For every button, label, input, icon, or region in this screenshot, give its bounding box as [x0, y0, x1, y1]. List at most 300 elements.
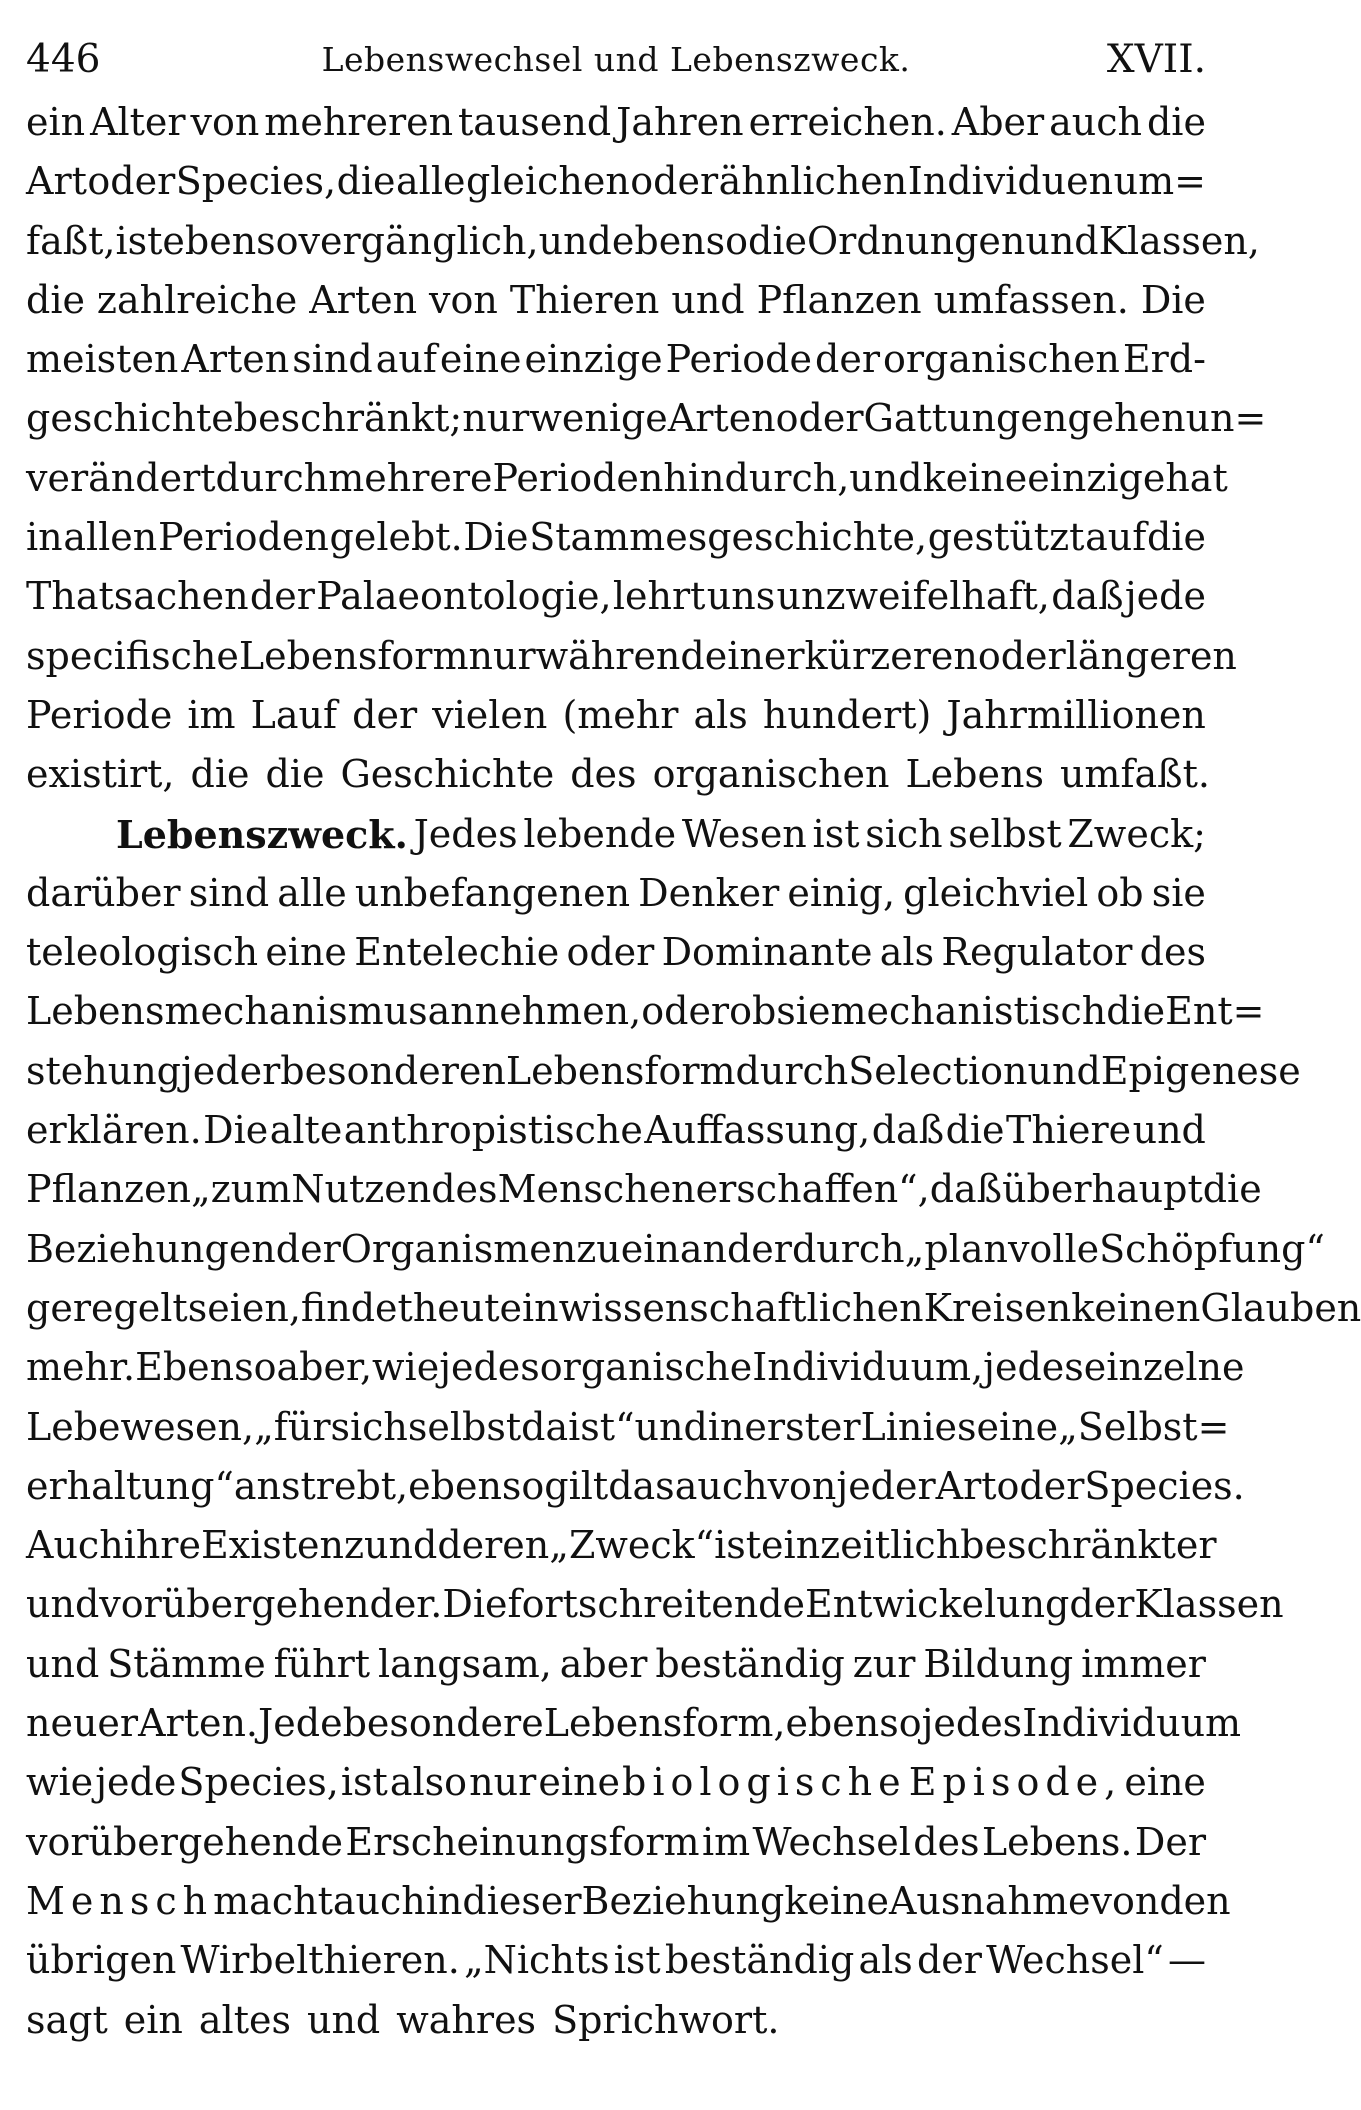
word: gleichen — [465, 159, 630, 204]
word: Arten. — [138, 1701, 259, 1746]
word: Der — [1134, 1819, 1206, 1864]
word: in — [707, 1404, 745, 1449]
word: einzige — [1027, 455, 1166, 500]
word: die — [190, 752, 250, 797]
word: Schöpfung“ — [1099, 1226, 1325, 1271]
word: lehrt — [612, 574, 706, 619]
word: gilt — [544, 1463, 609, 1508]
word: sie — [776, 989, 831, 1034]
word: Species, — [175, 159, 337, 204]
word: den — [1159, 1878, 1231, 1923]
word: hundert) — [762, 692, 932, 737]
word: mechanistisch — [830, 989, 1107, 1034]
word: selbst — [948, 811, 1062, 856]
word: annehmen, — [427, 989, 642, 1034]
word: der — [916, 1938, 982, 1983]
text-line — [26, 864, 1206, 923]
word: Erd- — [1122, 337, 1206, 382]
word: auf — [375, 337, 437, 382]
word: während — [535, 633, 705, 678]
word: und — [634, 1404, 708, 1449]
word: Jahren — [616, 100, 744, 144]
word: in — [26, 515, 63, 560]
word: ihre — [123, 1523, 201, 1568]
word: Existenz — [200, 1523, 365, 1568]
word: Beziehungen — [26, 1226, 276, 1271]
word: zeitlich — [820, 1523, 961, 1568]
page-header — [26, 30, 1206, 90]
word: Lebens — [905, 752, 1044, 797]
word: anthropistische — [343, 1108, 643, 1153]
word: Menschen — [497, 1167, 696, 1212]
word: mehr. — [26, 1345, 136, 1390]
word: Geschichte — [340, 752, 555, 797]
word: neuer — [26, 1701, 139, 1746]
word: die — [26, 277, 85, 322]
text-line — [26, 1813, 1206, 1872]
text-line — [26, 805, 1206, 864]
word: führt — [273, 1641, 371, 1686]
word: die — [1202, 1167, 1262, 1212]
word: keine — [922, 455, 1028, 500]
word: die — [1146, 515, 1206, 560]
word: seien, — [187, 1285, 301, 1330]
word: ist — [340, 1760, 388, 1805]
word: erhaltung“ — [26, 1463, 234, 1508]
text-line — [26, 389, 1267, 448]
word: der — [275, 1226, 341, 1271]
word: gelebt. — [329, 515, 463, 560]
word: oder — [630, 159, 719, 204]
text-line — [26, 1635, 1206, 1694]
word: um= — [1113, 159, 1206, 204]
word: Lebensmechanismus — [26, 989, 428, 1034]
word: ebenso — [162, 218, 299, 263]
word: erklären. — [26, 1108, 202, 1153]
word: jedes — [439, 1345, 540, 1390]
word: zahlreiche — [96, 277, 298, 322]
word: umfaßt. — [1059, 752, 1210, 797]
word: Species. — [1084, 1463, 1245, 1508]
word: alle — [277, 870, 347, 915]
word: „zum — [191, 1167, 292, 1212]
word: einig, — [787, 870, 896, 915]
word: ist — [613, 1938, 661, 1983]
word: Lebens. — [981, 1819, 1133, 1864]
word: Glauben — [1200, 1285, 1361, 1330]
word: Perioden — [492, 455, 664, 500]
word: Epigenese — [1100, 1048, 1301, 1093]
word: im — [187, 692, 236, 737]
word: und — [671, 277, 745, 322]
page-number: 446 — [26, 37, 101, 82]
word: Jede — [258, 1701, 343, 1746]
word: nur — [462, 396, 530, 441]
word: selbst — [407, 1404, 522, 1449]
word: Periode — [665, 337, 812, 382]
word: darüber — [26, 870, 181, 915]
word: meisten — [26, 337, 179, 382]
word: geregelt — [26, 1285, 188, 1330]
word: seine — [957, 1404, 1059, 1449]
text-line — [26, 1279, 1361, 1338]
word: erschaffen“, — [695, 1167, 930, 1212]
text-line — [26, 567, 1206, 626]
word: organischen — [882, 337, 1120, 382]
word: uns — [706, 574, 776, 619]
word: tausend — [458, 100, 612, 144]
word: jede — [1124, 574, 1206, 619]
word: jeder — [836, 1463, 936, 1508]
word: wahres — [396, 1997, 537, 2042]
word: Mensch — [26, 1878, 214, 1923]
word: Jahrmillionen — [946, 692, 1206, 737]
word: faßt, — [26, 218, 116, 263]
text-line — [26, 627, 1237, 686]
word: Pflanzen — [26, 1167, 192, 1212]
word: die — [1106, 989, 1166, 1034]
word: Ausnahme — [888, 1878, 1091, 1923]
word: allen — [63, 515, 158, 560]
word: Thieren — [509, 277, 660, 322]
word: auch — [674, 1463, 768, 1508]
word: biologische — [622, 1760, 907, 1805]
word: Arten — [667, 396, 776, 441]
text-line — [26, 745, 1210, 804]
word: durch — [791, 1226, 905, 1271]
word: da — [521, 1404, 569, 1449]
word: Thiere — [1006, 1108, 1132, 1153]
word: organische — [539, 1345, 753, 1390]
word: jedes — [983, 1345, 1084, 1390]
word: verändert — [26, 455, 216, 500]
word: stehung — [26, 1048, 182, 1093]
text-line — [26, 1694, 1242, 1753]
word: daß — [1051, 574, 1124, 619]
word: einander — [620, 1226, 792, 1271]
word: Alter — [90, 100, 186, 144]
word: von — [429, 277, 498, 322]
word: einzelne — [1083, 1345, 1245, 1390]
word: Individuen — [907, 159, 1114, 204]
word: Wesen — [681, 811, 807, 856]
word: Wirbelthieren. — [180, 1938, 460, 1983]
word: ist“ — [568, 1404, 635, 1449]
word: Wechsel — [752, 1819, 911, 1864]
word: heute — [412, 1285, 523, 1330]
word: Palaeontologie, — [316, 574, 612, 619]
word: Erscheinungsform — [345, 1819, 700, 1864]
word: keine — [784, 1878, 889, 1923]
word: macht — [213, 1878, 333, 1923]
word: hindurch, — [663, 455, 850, 500]
word: durch — [735, 1048, 849, 1093]
word: Episode, — [908, 1760, 1123, 1805]
word: überhaupt — [1002, 1167, 1203, 1212]
word: ist — [714, 1523, 762, 1568]
word: oder — [996, 1463, 1085, 1508]
word: Regulator — [941, 930, 1133, 975]
word: Klassen, — [1098, 218, 1260, 263]
word: „Selbst= — [1058, 1404, 1230, 1449]
word: besondere — [342, 1701, 544, 1746]
word: Periode — [26, 692, 173, 737]
text-line — [26, 1160, 1262, 1219]
word: Dominante — [661, 930, 873, 975]
word: vergänglich, — [298, 218, 539, 263]
text-line — [26, 152, 1206, 211]
word: Arten — [181, 337, 290, 382]
word: besonderen — [280, 1048, 506, 1093]
word: Arten — [309, 277, 418, 322]
word: und — [1025, 218, 1099, 263]
word: die — [336, 159, 396, 204]
word: oder — [775, 396, 864, 441]
word: findet — [300, 1285, 413, 1330]
word: der — [249, 574, 315, 619]
text-line — [26, 982, 1265, 1041]
word: zur — [852, 1641, 916, 1686]
word: Art — [935, 1463, 997, 1508]
body-text — [26, 93, 1361, 2050]
word: und — [1027, 1048, 1101, 1093]
word: sie — [1151, 870, 1206, 915]
word: ist — [812, 811, 860, 856]
word: lebende — [523, 811, 677, 856]
word: von — [190, 100, 260, 144]
word: durch — [215, 455, 329, 500]
word: Beziehung — [581, 1878, 785, 1923]
text-line — [26, 271, 1206, 330]
word: oder — [641, 989, 730, 1034]
word: Pflanzen — [756, 277, 922, 322]
word: altes — [198, 1997, 291, 2042]
word: auf — [1085, 515, 1147, 560]
word: des — [570, 752, 637, 797]
chapter-number: XVII. — [1106, 37, 1206, 82]
word: und — [1132, 1108, 1206, 1153]
word: vorübergehender. — [99, 1582, 443, 1627]
word: als — [858, 1938, 913, 1983]
word: übrigen — [26, 1938, 177, 1983]
word: des — [913, 1819, 980, 1864]
word: Bildung — [923, 1641, 1074, 1686]
word: jedes — [921, 1701, 1023, 1746]
word: Ebenso — [135, 1345, 277, 1390]
word: sich — [330, 1404, 408, 1449]
word: Zweck; — [1067, 811, 1206, 856]
word: wie — [372, 1345, 440, 1390]
word: Stämme — [107, 1641, 266, 1686]
word: gehen — [1067, 396, 1186, 441]
word: und — [849, 455, 923, 500]
word: Art — [26, 159, 87, 204]
word: als — [879, 930, 935, 975]
word: gleichviel — [903, 870, 1089, 915]
word: in — [522, 1285, 559, 1330]
word: ebenso — [785, 1701, 922, 1746]
word: einzige — [524, 337, 663, 382]
word: kürzeren — [804, 633, 978, 678]
word: Perioden — [157, 515, 329, 560]
word: unbefangenen — [354, 870, 631, 915]
word: jeder — [181, 1048, 281, 1093]
word: oder — [87, 159, 176, 204]
text-line — [26, 923, 1206, 982]
word: „Zweck“ — [549, 1523, 715, 1568]
section-heading: Lebenszweck. — [116, 811, 408, 857]
word: beständig — [655, 1641, 845, 1686]
word: Thatsachen — [26, 574, 249, 619]
text-line — [26, 93, 1206, 152]
word: im — [701, 1819, 751, 1864]
book-page — [26, 30, 1361, 2050]
word: alte — [269, 1108, 343, 1153]
word: Auffassung, — [644, 1108, 871, 1153]
word: wissenschaftlichen — [558, 1285, 924, 1330]
word: Lebensform — [238, 633, 469, 678]
running-title: Lebenswechsel und Lebenszweck. — [321, 40, 911, 79]
word: eine — [1124, 1760, 1206, 1805]
word: Linie — [860, 1404, 958, 1449]
word: einer — [704, 633, 805, 678]
word: nur — [468, 633, 536, 678]
word: Auch — [26, 1523, 124, 1568]
word: Lebensform, — [543, 1701, 786, 1746]
word: Entelechie — [354, 930, 560, 975]
word: eine — [538, 1760, 620, 1805]
word: Ordnungen — [807, 218, 1026, 263]
word: „planvolle — [904, 1226, 1100, 1271]
word: ein — [761, 1523, 821, 1568]
word: existirt, — [26, 752, 175, 797]
word: Die — [463, 515, 529, 560]
word: die — [265, 752, 325, 797]
word: die — [1146, 100, 1206, 144]
word: Lauf — [250, 692, 338, 737]
word: umfassen. — [933, 277, 1129, 322]
word: unzweifelhaft, — [776, 574, 1050, 619]
word: des — [431, 1167, 498, 1212]
word: und — [538, 218, 612, 263]
word: ähnlichen — [718, 159, 908, 204]
word: Species, — [178, 1760, 339, 1805]
word: die — [748, 218, 807, 263]
word: specifische — [26, 633, 239, 678]
text-line — [26, 1991, 1206, 2050]
word: immer — [1081, 1641, 1206, 1686]
word: Die — [1140, 277, 1206, 322]
word: des — [1139, 930, 1206, 975]
word: hat — [1165, 455, 1228, 500]
word: Klassen — [1134, 1582, 1284, 1627]
text-line — [26, 686, 1206, 745]
word: „für — [254, 1404, 331, 1449]
word: vielen — [432, 692, 548, 737]
word: Aber — [951, 100, 1045, 144]
word: fortschreitende — [507, 1582, 805, 1627]
word: oder — [566, 930, 655, 975]
word: sagt — [26, 1997, 108, 2042]
text-line — [26, 1338, 1245, 1397]
word: Entwickelung — [805, 1582, 1070, 1627]
word: ebenso — [408, 1463, 545, 1508]
word: Denker — [638, 870, 780, 915]
word: ob — [1096, 870, 1144, 915]
word: oder — [977, 633, 1066, 678]
word: beschränkter — [960, 1523, 1217, 1568]
text-line — [26, 1516, 1217, 1575]
word: die — [945, 1108, 1005, 1153]
word: gestützt — [927, 515, 1085, 560]
word: nur — [469, 1760, 537, 1805]
text-line — [26, 1575, 1284, 1634]
word: dieser — [462, 1878, 582, 1923]
word: wenige — [529, 396, 668, 441]
word: und — [26, 1641, 100, 1686]
word: der — [815, 337, 880, 382]
word: der — [1069, 1582, 1135, 1627]
word: Jedes — [413, 811, 518, 856]
text-line — [26, 1220, 1325, 1279]
word: (mehr — [562, 692, 679, 737]
word: un= — [1185, 396, 1267, 441]
word: Nutzen — [291, 1167, 432, 1212]
word: erster — [744, 1404, 861, 1449]
word: von — [767, 1463, 837, 1508]
word: keinen — [1071, 1285, 1201, 1330]
text-line — [26, 508, 1206, 567]
word: Ent= — [1165, 989, 1265, 1034]
word: längeren — [1065, 633, 1237, 678]
word: Sprichwort. — [552, 1997, 780, 2042]
word: geschichte — [26, 396, 234, 441]
word: jede — [95, 1760, 177, 1805]
word: wie — [26, 1760, 94, 1805]
word: als — [693, 692, 748, 737]
word: deren — [437, 1523, 550, 1568]
word: eine — [439, 337, 522, 382]
word: Kreisen — [923, 1285, 1072, 1330]
word: Organismen — [340, 1226, 577, 1271]
word: auch — [332, 1878, 426, 1923]
word: mehreren — [264, 100, 454, 144]
word: und — [364, 1523, 438, 1568]
word: eine — [265, 930, 347, 975]
word: vorübergehende — [26, 1819, 344, 1864]
word: Die — [203, 1108, 269, 1153]
text-line — [26, 449, 1228, 508]
text-line — [26, 212, 1260, 271]
word: Individuum, — [752, 1345, 984, 1390]
word: das — [608, 1463, 675, 1508]
word: sich — [865, 811, 943, 856]
word: Individuum — [1022, 1701, 1242, 1746]
word: auch — [1049, 100, 1143, 144]
word: alle — [396, 159, 466, 204]
word: daß — [929, 1167, 1003, 1212]
word: sind — [188, 870, 270, 915]
word: langsam, — [377, 1641, 552, 1686]
text-line — [26, 1101, 1206, 1160]
word: ob — [729, 989, 777, 1034]
word: beschränkt; — [233, 396, 463, 441]
text-line — [26, 1042, 1301, 1101]
word: in — [425, 1878, 463, 1923]
word: Stammesgeschichte, — [529, 515, 928, 560]
word: sind — [292, 337, 373, 382]
word: daß — [871, 1108, 945, 1153]
